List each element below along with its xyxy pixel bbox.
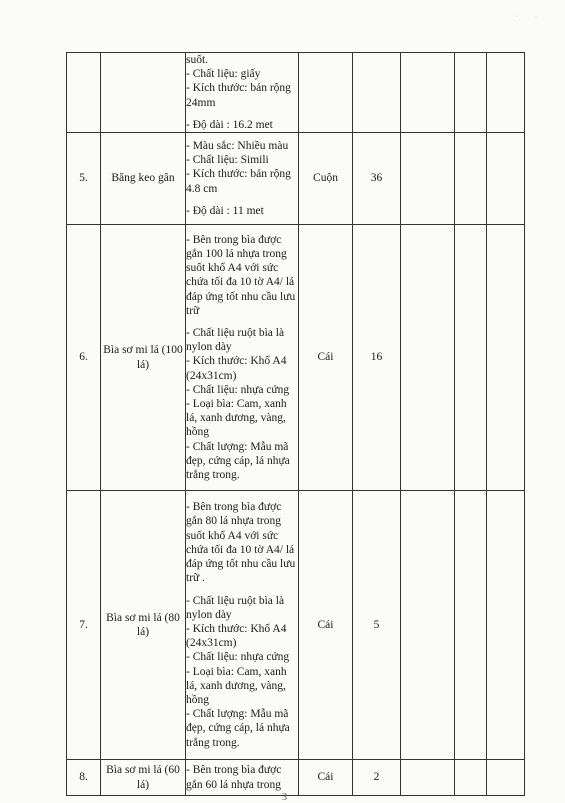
spec-line: - Chất liệu: giấy (186, 68, 261, 81)
item-name-cell: Bìa sơ mi lá (80 lá) (101, 491, 186, 760)
blank-cell-2 (455, 53, 487, 133)
item-name-cell: Bìa sơ mi lá (100 lá) (101, 225, 186, 491)
blank-cell-1 (401, 53, 455, 133)
blank-cell-3 (487, 225, 525, 491)
unit-cell: Cuộn (299, 133, 353, 225)
spec-line: suốt. (186, 54, 209, 66)
blank-cell-3 (487, 760, 525, 796)
spec-line (186, 196, 298, 204)
blank-cell-2 (455, 760, 487, 796)
blank-cell-1 (401, 225, 455, 491)
spec-line (186, 586, 298, 594)
scan-specks: · · (515, 14, 545, 20)
unit-cell (299, 53, 353, 133)
blank-cell-2 (455, 491, 487, 760)
item-name-cell (101, 53, 186, 133)
spec-line: - Kích thước: Khổ A4 (24x31cm) (186, 622, 287, 650)
spec-line: - Kích thước: bản rộng 24mm (186, 82, 291, 109)
blank-cell-1 (401, 491, 455, 760)
blank-cell-1 (401, 760, 455, 796)
unit-cell: Cái (299, 760, 353, 796)
spec-line: - Độ dài : 16.2 met (186, 118, 273, 131)
table-row (67, 53, 525, 133)
spec-line: - Chất liệu: nhựa cứng (186, 651, 290, 664)
blank-cell-2 (455, 133, 487, 225)
spec-line: - Bên trong bìa được gắn 60 lá nhựa trong (186, 764, 282, 791)
item-number-cell: 5. (67, 133, 101, 225)
spec-line: - Chất lượng: Mẫu mã đẹp, cứng cáp, lá nhựa trắng trong. (186, 440, 290, 482)
blank-cell-3 (487, 133, 525, 225)
blank-cell-3 (487, 491, 525, 760)
spec-line (186, 318, 298, 326)
unit-cell: Cái (299, 491, 353, 760)
blank-cell-3 (487, 53, 525, 133)
table-row (67, 225, 525, 491)
quantity-cell (353, 53, 401, 133)
blank-cell-2 (455, 225, 487, 491)
quantity-cell: 5 (353, 491, 401, 760)
item-number-cell: 8. (67, 760, 101, 796)
page-number: 3 (282, 792, 287, 803)
item-name-cell: Bìa sơ mi lá (60 lá) (101, 760, 186, 796)
quantity-cell: 36 (353, 133, 401, 225)
spec-line: - Loại bìa: Cam, xanh lá, xanh dương, vàng, hồng (186, 398, 287, 439)
item-spec-cell (186, 133, 299, 225)
spec-line: - Chất liệu ruột bìa là nylon dày (186, 327, 285, 354)
item-number-cell: 7. (67, 491, 101, 760)
table-row (67, 491, 525, 760)
item-name-cell: Băng keo gân (101, 133, 186, 225)
spec-line: - Loại bìa: Cam, xanh lá, xanh dương, vàng, hồng (186, 665, 287, 706)
spec-line: - Bên trong bìa được gắn 100 lá nhựa trong suốt khổ A4 với sức chứa tối đa 10 tờ A4/ lá đáp ứng tốt nhu cầu lưu trữ (186, 233, 296, 317)
blank-cell-1 (401, 133, 455, 225)
spec-line: - Chất liệu: Simili (186, 154, 269, 167)
spec-line: - Chất liệu ruột bìa là nylon dày (186, 594, 285, 621)
item-number-cell: 6. (67, 225, 101, 491)
spec-line: - Chất lượng: Mẫu mã đẹp, cứng cáp, lá nhựa trắng trong. (186, 708, 290, 749)
spec-line (186, 110, 298, 118)
table-row (67, 133, 525, 225)
spec-line: - Kích thước: Khổ A4 (24x31cm) (186, 355, 287, 382)
spec-line: - Chất liệu: nhựa cứng (186, 383, 290, 396)
spec-line: - Màu sắc: Nhiều màu (186, 140, 289, 152)
spec-line: - Kích thước: bản rộng 4.8 cm (186, 168, 291, 195)
item-spec-cell (186, 491, 299, 760)
item-spec-cell (186, 53, 299, 133)
unit-cell: Cái (299, 225, 353, 491)
spec-line: - Độ dài : 11 met (186, 204, 264, 217)
quantity-cell: 2 (353, 760, 401, 796)
procurement-table (66, 52, 525, 796)
spec-line: - Bên trong bìa được gắn 80 lá nhựa trong suốt khổ A4 với sức chứa tối đa 10 tờ A4/ lá đáp ứng tốt nhu cầu lưu trữ . (186, 501, 296, 585)
item-spec-cell (186, 760, 299, 796)
table-row (67, 760, 525, 796)
quantity-cell: 16 (353, 225, 401, 491)
item-number-cell (67, 53, 101, 133)
item-spec-cell (186, 225, 299, 491)
